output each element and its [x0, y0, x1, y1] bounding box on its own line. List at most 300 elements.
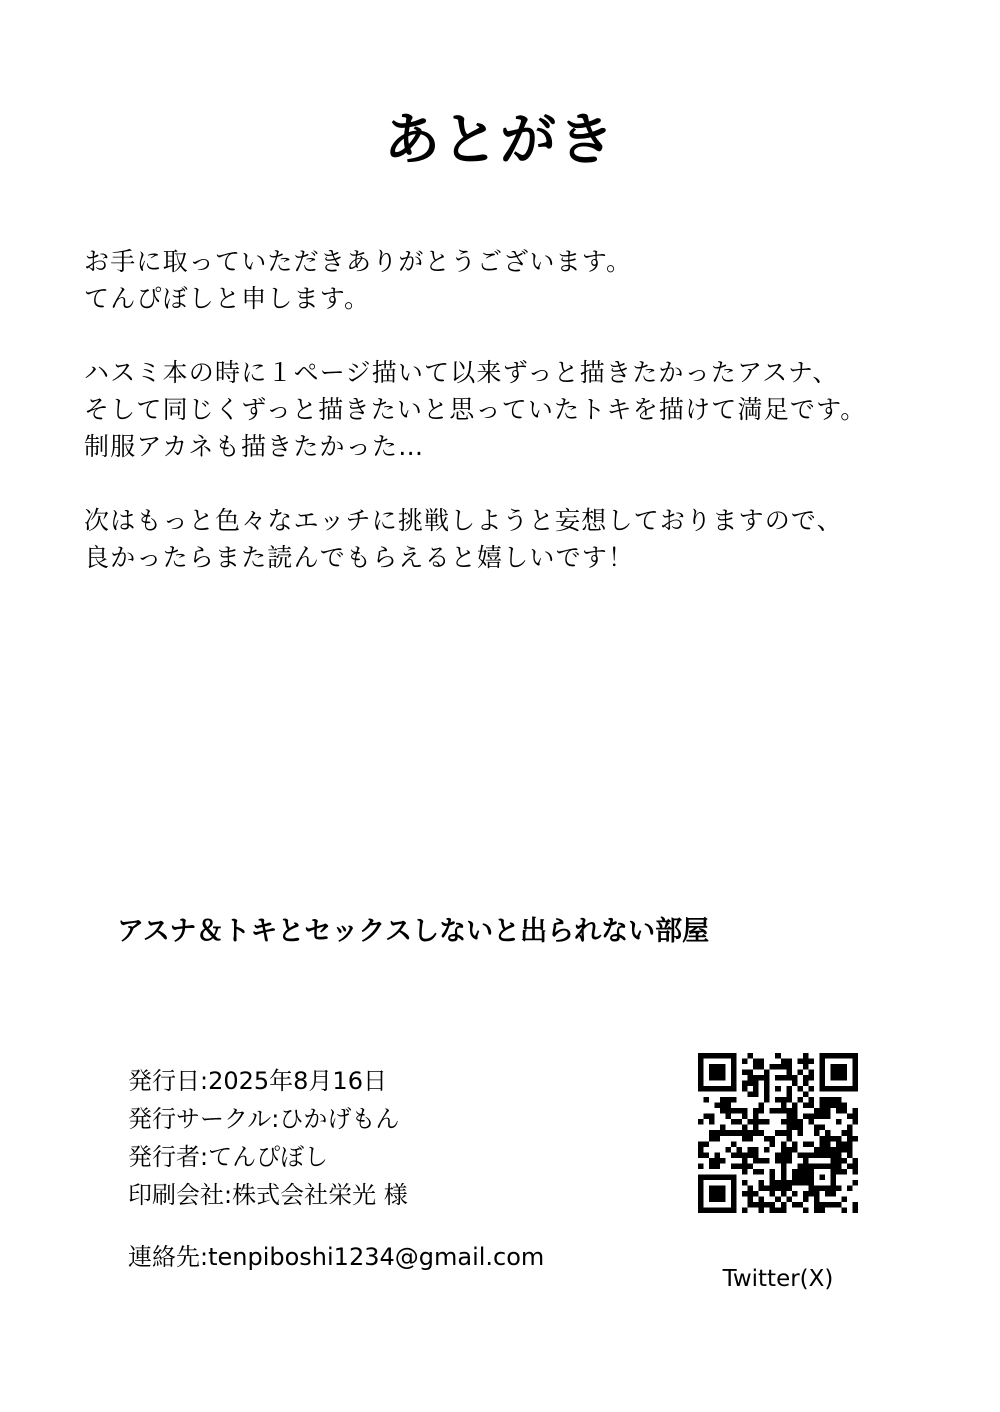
qr-module	[742, 1191, 748, 1197]
qr-module	[764, 1185, 770, 1191]
qr-module	[720, 1108, 726, 1114]
qr-module	[852, 1119, 858, 1125]
qr-module	[748, 1152, 754, 1158]
qr-module	[698, 1119, 704, 1125]
qr-module	[830, 1152, 836, 1158]
qr-module	[748, 1092, 754, 1098]
qr-module	[726, 1108, 732, 1114]
qr-module	[808, 1114, 814, 1120]
qr-module	[797, 1202, 803, 1208]
qr-module	[764, 1119, 770, 1125]
qr-module	[841, 1103, 847, 1109]
qr-module	[742, 1180, 748, 1186]
qr-module	[847, 1114, 853, 1120]
qr-module	[753, 1191, 759, 1197]
qr-module	[698, 1152, 704, 1158]
qr-module	[781, 1169, 787, 1175]
qr-module	[742, 1081, 748, 1087]
afterword-paragraph	[84, 243, 964, 317]
qr-module	[808, 1141, 814, 1147]
afterword-body	[84, 243, 964, 613]
qr-module	[786, 1185, 792, 1191]
qr-module	[803, 1141, 809, 1147]
qr-module	[803, 1169, 809, 1175]
qr-module	[753, 1119, 759, 1125]
qr-module	[742, 1086, 748, 1092]
qr-module	[742, 1207, 748, 1213]
qr-module	[753, 1075, 759, 1081]
qr-module	[759, 1207, 765, 1213]
qr-module	[698, 1141, 704, 1147]
qr-module	[764, 1147, 770, 1153]
qr-module	[836, 1147, 842, 1153]
qr-module	[759, 1130, 765, 1136]
qr-module	[781, 1202, 787, 1208]
qr-module	[726, 1147, 732, 1153]
qr-module	[770, 1136, 776, 1142]
qr-module	[819, 1103, 825, 1109]
qr-module	[825, 1114, 831, 1120]
qr-module	[775, 1180, 781, 1186]
qr-module	[786, 1158, 792, 1164]
qr-module	[748, 1136, 754, 1142]
qr-module	[808, 1191, 814, 1197]
qr-module	[764, 1086, 770, 1092]
qr-module	[830, 1136, 836, 1142]
qr-module	[715, 1130, 721, 1136]
qr-module	[841, 1169, 847, 1175]
qr-module	[797, 1070, 803, 1076]
qr-module	[836, 1103, 842, 1109]
qr-module	[775, 1130, 781, 1136]
qr-module	[797, 1169, 803, 1175]
qr-module	[803, 1114, 809, 1120]
qr-module	[781, 1185, 787, 1191]
qr-module	[786, 1125, 792, 1131]
qr-module	[781, 1158, 787, 1164]
qr-module	[819, 1114, 825, 1120]
qr-module	[709, 1119, 715, 1125]
qr-module	[709, 1158, 715, 1164]
qr-module	[737, 1147, 743, 1153]
qr-module	[748, 1053, 754, 1059]
qr-module	[830, 1158, 836, 1164]
qr-module	[753, 1114, 759, 1120]
qr-module	[819, 1174, 825, 1180]
qr-module	[786, 1064, 792, 1070]
qr-module	[781, 1141, 787, 1147]
qr-module	[797, 1125, 803, 1131]
circle-name: 発行サークル:ひかげもん	[128, 1105, 400, 1133]
colophon	[128, 1062, 688, 1214]
qr-module	[847, 1152, 853, 1158]
qr-module	[797, 1163, 803, 1169]
qr-module	[748, 1185, 754, 1191]
qr-module	[709, 1163, 715, 1169]
afterword-line: 次はもっと色々なエッチに挑戦しようと妄想しておりますので、	[84, 506, 843, 535]
issue-date: 発行日:2025年8月16日	[128, 1067, 387, 1095]
qr-module	[786, 1152, 792, 1158]
qr-module	[731, 1119, 737, 1125]
qr-module	[731, 1152, 737, 1158]
qr-module	[797, 1174, 803, 1180]
qr-module	[764, 1097, 770, 1103]
qr-module	[770, 1191, 776, 1197]
qr-module	[731, 1130, 737, 1136]
qr-module	[814, 1125, 820, 1131]
qr-module	[847, 1130, 853, 1136]
qr-module	[786, 1147, 792, 1153]
qr-module	[709, 1064, 726, 1081]
qr-module	[814, 1196, 820, 1202]
qr-module	[781, 1207, 787, 1213]
qr-module	[803, 1075, 809, 1081]
qr-module	[830, 1202, 836, 1208]
qr-module	[841, 1147, 847, 1153]
qr-module	[753, 1125, 759, 1131]
qr-module	[775, 1086, 781, 1092]
qr-module	[814, 1191, 820, 1197]
qr-module	[748, 1191, 754, 1197]
contact-email: 連絡先:tenpiboshi1234@gmail.com	[128, 1243, 545, 1271]
afterword-line: 良かったらまた読んでもらえると嬉しいです！	[84, 543, 635, 572]
qr-module	[825, 1136, 831, 1142]
qr-module	[781, 1103, 787, 1109]
qr-module	[770, 1180, 776, 1186]
qr-module	[737, 1152, 743, 1158]
qr-module	[748, 1130, 754, 1136]
qr-module	[759, 1119, 765, 1125]
qr-module	[841, 1207, 847, 1213]
qr-module	[803, 1174, 809, 1180]
qr-module	[759, 1185, 765, 1191]
qr-module	[792, 1180, 798, 1186]
qr-module	[726, 1103, 732, 1109]
qr-module	[759, 1180, 765, 1186]
qr-module	[759, 1103, 765, 1109]
qr-module	[836, 1136, 842, 1142]
qr-module	[704, 1097, 710, 1103]
qr-module	[819, 1136, 825, 1142]
qr-module	[852, 1158, 858, 1164]
qr-module	[797, 1180, 803, 1186]
qr-module	[841, 1108, 847, 1114]
qr-module	[830, 1097, 836, 1103]
qr-module	[781, 1064, 787, 1070]
qr-module	[786, 1130, 792, 1136]
qr-module	[792, 1081, 798, 1087]
qr-module	[781, 1108, 787, 1114]
qr-module	[781, 1180, 787, 1186]
qr-module	[786, 1180, 792, 1186]
qr-module	[781, 1191, 787, 1197]
qr-module	[825, 1202, 831, 1208]
qr-module	[781, 1097, 787, 1103]
afterword-line: そして同じくずっと描きたいと思っていたトキを描けて満足です。	[84, 395, 867, 424]
qr-module	[808, 1059, 814, 1065]
qr-module	[836, 1108, 842, 1114]
qr-module	[775, 1207, 781, 1213]
qr-module	[808, 1119, 814, 1125]
qr-module	[775, 1097, 781, 1103]
qr-module	[764, 1070, 770, 1076]
qr-module	[770, 1141, 776, 1147]
qr-module	[704, 1152, 710, 1158]
qr-module	[742, 1070, 748, 1076]
qr-module	[786, 1196, 792, 1202]
qr-module	[781, 1119, 787, 1125]
qr-module	[764, 1136, 770, 1142]
qr-module	[830, 1147, 836, 1153]
qr-module	[803, 1059, 809, 1065]
qr-module	[759, 1059, 765, 1065]
qr-module	[803, 1081, 809, 1087]
qr-module	[709, 1130, 715, 1136]
qr-module	[803, 1196, 809, 1202]
qr-module	[775, 1075, 781, 1081]
qr-module	[764, 1092, 770, 1098]
qr-module	[825, 1103, 831, 1109]
qr-module	[803, 1092, 809, 1098]
qr-module	[781, 1147, 787, 1153]
qr-module	[852, 1207, 858, 1213]
qr-module	[742, 1125, 748, 1131]
qr-module	[748, 1147, 754, 1153]
qr-module	[852, 1180, 858, 1186]
qr-module	[814, 1114, 820, 1120]
qr-module	[731, 1097, 737, 1103]
qr-module	[720, 1125, 726, 1131]
qr-module	[726, 1114, 732, 1120]
qr-module	[759, 1158, 765, 1164]
qr-module	[770, 1169, 776, 1175]
qr-module	[781, 1163, 787, 1169]
qr-module	[786, 1097, 792, 1103]
qr-module	[852, 1169, 858, 1175]
qr-module	[825, 1108, 831, 1114]
qr-module	[825, 1152, 831, 1158]
qr-module	[753, 1092, 759, 1098]
qr-module	[792, 1191, 798, 1197]
qr-module	[742, 1114, 748, 1120]
qr-module	[764, 1075, 770, 1081]
qr-module	[808, 1097, 814, 1103]
qr-module	[753, 1202, 759, 1208]
qr-module	[836, 1163, 842, 1169]
qr-module	[726, 1097, 732, 1103]
qr-code-icon[interactable]	[698, 1053, 858, 1213]
qr-module	[709, 1136, 715, 1142]
qr-module	[819, 1097, 825, 1103]
qr-module	[803, 1103, 809, 1109]
qr-module	[748, 1196, 754, 1202]
qr-module	[775, 1053, 781, 1059]
qr-module	[748, 1081, 754, 1087]
qr-module	[704, 1114, 710, 1120]
qr-module	[759, 1075, 765, 1081]
qr-module	[720, 1103, 726, 1109]
qr-module	[797, 1152, 803, 1158]
qr-module	[841, 1158, 847, 1164]
qr-module	[814, 1207, 820, 1213]
qr-module	[808, 1075, 814, 1081]
qr-module	[792, 1119, 798, 1125]
qr-module	[781, 1174, 787, 1180]
qr-module	[836, 1141, 842, 1147]
qr-module	[819, 1202, 825, 1208]
qr-module	[715, 1136, 721, 1142]
qr-module	[770, 1108, 776, 1114]
qr-module	[808, 1152, 814, 1158]
qr-module	[748, 1202, 754, 1208]
qr-module	[753, 1147, 759, 1153]
qr-module	[792, 1141, 798, 1147]
qr-module	[830, 1191, 836, 1197]
qr-module	[781, 1130, 787, 1136]
printer-name: 印刷会社:株式会社栄光 様	[128, 1181, 408, 1209]
afterword-line: てんぴぼしと申します。	[84, 284, 371, 313]
qr-module	[775, 1185, 781, 1191]
qr-module	[852, 1163, 858, 1169]
qr-module	[720, 1130, 726, 1136]
qr-module	[847, 1125, 853, 1131]
qr-module	[792, 1147, 798, 1153]
qr-module	[814, 1152, 820, 1158]
qr-module	[742, 1163, 748, 1169]
qr-module	[819, 1125, 825, 1131]
afterword-paragraph	[84, 354, 964, 465]
qr-module	[786, 1070, 792, 1076]
qr-module	[819, 1147, 825, 1153]
qr-module	[764, 1081, 770, 1087]
publisher-name: 発行者:てんぴぼし	[128, 1143, 329, 1171]
qr-module	[825, 1147, 831, 1153]
qr-module	[836, 1152, 842, 1158]
qr-module	[759, 1064, 765, 1070]
afterword-paragraph	[84, 502, 964, 576]
qr-module	[753, 1152, 759, 1158]
qr-module	[742, 1136, 748, 1142]
qr-module	[792, 1169, 798, 1175]
qr-module	[819, 1207, 825, 1213]
qr-module	[786, 1075, 792, 1081]
qr-module	[753, 1086, 759, 1092]
qr-module	[764, 1158, 770, 1164]
qr-module	[748, 1070, 754, 1076]
qr-module	[792, 1108, 798, 1114]
qr-module	[847, 1185, 853, 1191]
book-title: アスナ＆トキとセックスしないと出られない部屋	[117, 916, 710, 947]
qr-module	[753, 1064, 759, 1070]
qr-module	[737, 1130, 743, 1136]
qr-module	[819, 1141, 825, 1147]
qr-module	[786, 1136, 792, 1142]
qr-module	[715, 1152, 721, 1158]
qr-module	[792, 1103, 798, 1109]
qr-module	[792, 1174, 798, 1180]
qr-module	[698, 1163, 704, 1169]
qr-module	[852, 1202, 858, 1208]
qr-module	[830, 1103, 836, 1109]
qr-module	[825, 1141, 831, 1147]
qr-module	[786, 1059, 792, 1065]
qr-module	[836, 1097, 842, 1103]
qr-module	[786, 1086, 792, 1092]
qr-module	[775, 1158, 781, 1164]
qr-module	[841, 1141, 847, 1147]
qr-module	[720, 1097, 726, 1103]
qr-module	[797, 1097, 803, 1103]
qr-module	[775, 1108, 781, 1114]
page-title: あとがき	[384, 108, 616, 173]
qr-module	[819, 1108, 825, 1114]
qr-module	[759, 1196, 765, 1202]
qr-module	[803, 1158, 809, 1164]
qr-module	[841, 1196, 847, 1202]
qr-module	[737, 1108, 743, 1114]
qr-module	[836, 1119, 842, 1125]
qr-module	[737, 1119, 743, 1125]
qr-module	[737, 1163, 743, 1169]
afterword-line: ハスミ本の時に１ページ描いて以来ずっと描きたかったアスナ、	[84, 358, 839, 387]
qr-module	[852, 1136, 858, 1142]
qr-module	[709, 1185, 726, 1202]
qr-module	[753, 1169, 759, 1175]
qr-caption: Twitter(X)	[722, 1266, 834, 1292]
qr-module	[852, 1114, 858, 1120]
qr-module	[786, 1114, 792, 1120]
qr-module	[759, 1169, 765, 1175]
qr-module	[803, 1191, 809, 1197]
qr-module	[742, 1059, 748, 1065]
qr-module	[715, 1158, 721, 1164]
qr-module	[731, 1141, 737, 1147]
qr-module	[836, 1169, 842, 1175]
qr-module	[753, 1108, 759, 1114]
qr-module	[748, 1075, 754, 1081]
qr-module	[847, 1141, 853, 1147]
qr-module	[803, 1163, 809, 1169]
qr-module	[786, 1119, 792, 1125]
qr-module	[803, 1053, 809, 1059]
qr-module	[825, 1097, 831, 1103]
qr-module	[825, 1130, 831, 1136]
qr-module	[814, 1130, 820, 1136]
qr-module	[704, 1141, 710, 1147]
qr-module	[797, 1119, 803, 1125]
qr-module	[808, 1086, 814, 1092]
qr-module	[792, 1075, 798, 1081]
qr-module	[726, 1130, 732, 1136]
qr-module	[786, 1092, 792, 1098]
qr-module	[847, 1147, 853, 1153]
qr-module	[742, 1152, 748, 1158]
qr-module	[753, 1059, 759, 1065]
qr-module	[698, 1147, 704, 1153]
qr-module	[731, 1163, 737, 1169]
qr-module	[770, 1174, 776, 1180]
qr-module	[792, 1125, 798, 1131]
qr-module	[797, 1086, 803, 1092]
qr-module	[841, 1130, 847, 1136]
qr-module	[803, 1064, 809, 1070]
qr-module	[797, 1059, 803, 1065]
afterword-line: 制服アカネも描きたかった…	[84, 432, 425, 461]
qr-module	[830, 1064, 847, 1081]
qr-module	[709, 1114, 715, 1120]
qr-module	[781, 1152, 787, 1158]
qr-module	[742, 1108, 748, 1114]
